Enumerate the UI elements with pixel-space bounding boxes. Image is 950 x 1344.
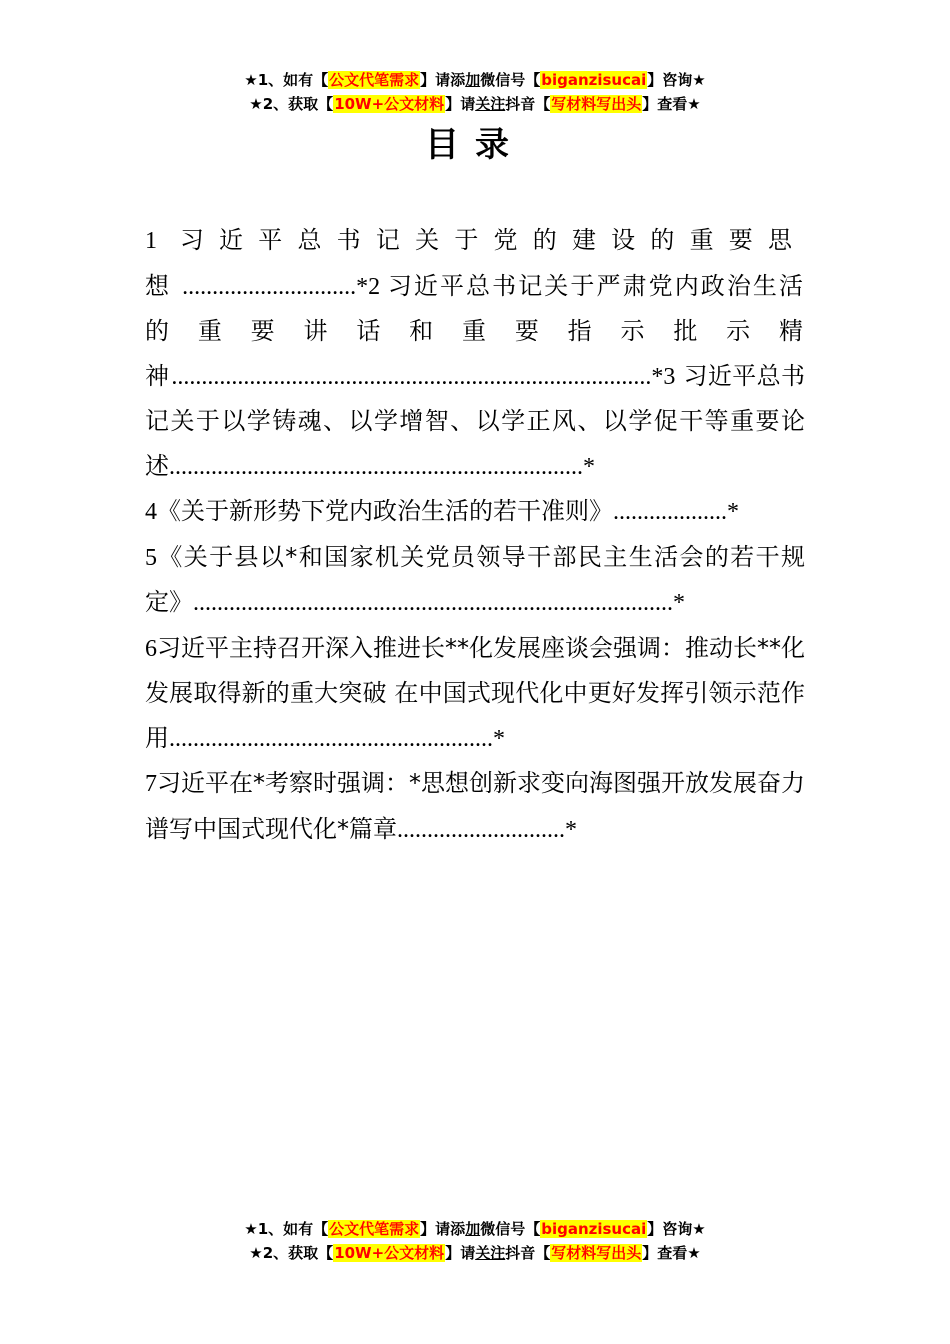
toc-leader-dots: ............................	[397, 816, 565, 843]
promo-text: 】请	[445, 95, 476, 113]
promo-highlight: 10W+公文材料	[334, 1244, 445, 1262]
promo-text: ★1、如有【	[244, 1220, 329, 1238]
promo-highlight: 写材料写出头	[551, 95, 642, 113]
promo-underline: 加	[465, 1220, 481, 1238]
toc-entry-title: 习近平在*考察时强调：*思想创新求变向海图强开放发展奋力谱写中国式现代化*篇章	[145, 769, 805, 843]
toc-entry[interactable]	[145, 218, 805, 489]
toc-entry-number: 7	[145, 771, 157, 797]
toc-entry[interactable]	[145, 489, 805, 535]
promo-line-2	[0, 1241, 950, 1265]
promo-text: ★2、获取【	[249, 95, 334, 113]
toc-page-number: *	[727, 499, 739, 525]
toc-entry-title: 习近平总书记关于严肃党内政治生活的重要讲话和重要指示批示精神	[145, 271, 806, 390]
promo-highlight: biganzisucai	[541, 71, 647, 89]
toc-entry[interactable]	[145, 535, 805, 626]
promo-line-2	[0, 92, 950, 116]
toc-entry-number: 1	[145, 228, 170, 254]
promo-highlight: 写材料写出头	[551, 1244, 642, 1262]
toc-leader-dots: .............................	[182, 273, 357, 300]
toc-entry-title: 习近平总书记关于以学铸魂、以学增智、以学正风、以学促干等重要论述	[145, 361, 806, 480]
promo-text: 微信号【	[480, 1220, 541, 1238]
toc-entry-title: 习近平主持召开深入推进长**化发展座谈会强调：推动长**化发展取得新的重大突破 在中国式现代化中更好发挥引领示范作用	[145, 633, 805, 752]
toc-leader-dots: ...................	[613, 499, 727, 525]
footer-promo	[0, 1217, 950, 1265]
toc-entry-title: 《关于县以*和国家机关党员领导干部民主生活会的若干规定》	[145, 542, 805, 616]
toc-entry-number: 3	[663, 363, 676, 390]
promo-underline: 关注	[475, 1244, 506, 1262]
promo-highlight: biganzisucai	[541, 1220, 647, 1238]
promo-text: 】咨询★	[647, 1220, 706, 1238]
toc-entry-number: 4	[145, 499, 157, 525]
toc-page-number: *	[673, 590, 685, 616]
promo-highlight: 公文代笔需求	[329, 71, 420, 89]
toc-entry-number: 5	[145, 544, 157, 571]
promo-text: 】请添	[420, 1220, 466, 1238]
header-promo	[0, 68, 950, 116]
toc-page-number: *	[583, 453, 595, 480]
promo-underline: 加	[465, 71, 481, 89]
promo-text: 抖音【	[505, 1244, 551, 1262]
toc-entry-number: 2	[368, 273, 381, 300]
promo-underline: 关注	[475, 95, 506, 113]
toc-entry-title: 《关于新形势下党内政治生活的若干准则》	[157, 497, 613, 525]
toc-page-number: *	[565, 816, 577, 843]
toc-page-number: *	[493, 725, 505, 752]
toc-leader-dots: .....................................................................	[169, 453, 583, 480]
toc-leader-dots: ................................................................................	[193, 590, 673, 616]
page-title: 目录	[425, 125, 525, 165]
toc-leader-dots: ................................................................................	[171, 363, 652, 390]
toc-entry[interactable]	[145, 626, 805, 762]
promo-text: 微信号【	[480, 71, 541, 89]
promo-text: ★2、获取【	[249, 1244, 334, 1262]
promo-line-1	[0, 1217, 950, 1241]
toc-entry[interactable]	[145, 761, 805, 852]
toc-entry-title: 习近平总书记关于党的建设的重要思想	[145, 226, 805, 300]
toc-page-number: *	[356, 273, 369, 300]
promo-text: 】查看★	[642, 95, 701, 113]
promo-text: 】查看★	[642, 1244, 701, 1262]
promo-line-1	[0, 68, 950, 92]
toc-entry-number: 6	[145, 635, 157, 662]
promo-text: ★1、如有【	[244, 71, 329, 89]
promo-text: 】请	[445, 1244, 476, 1262]
promo-text: 】请添	[420, 71, 466, 89]
promo-text: 抖音【	[505, 95, 551, 113]
promo-highlight: 10W+公文材料	[334, 95, 445, 113]
toc-page-number: *	[651, 363, 664, 390]
promo-text: 】咨询★	[647, 71, 706, 89]
toc-leader-dots: ......................................................	[169, 725, 493, 752]
table-of-contents	[145, 218, 805, 852]
promo-highlight: 公文代笔需求	[329, 1220, 420, 1238]
